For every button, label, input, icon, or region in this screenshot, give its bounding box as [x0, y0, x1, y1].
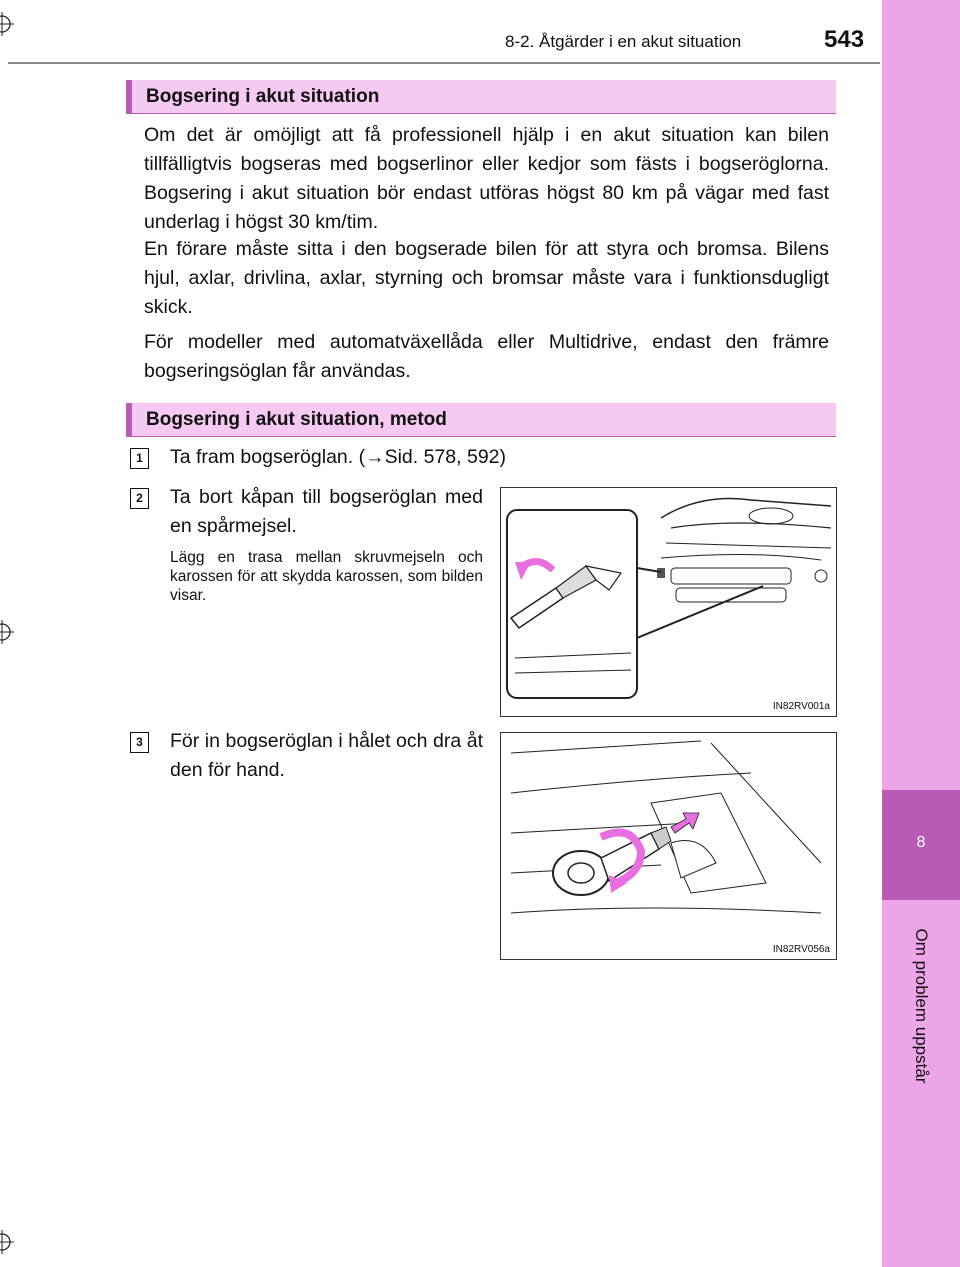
step-number-badge: 1	[130, 448, 149, 469]
step-note: Lägg en trasa mellan skruvmejseln och karossen för att skydda karossen, som bilden visar.	[170, 549, 483, 604]
step-text: Ta bort kåpan till bogseröglan med en spårmejsel.	[170, 486, 483, 537]
step-text: För in bogseröglan i hålet och dra åt den för hand.	[170, 730, 483, 781]
section-heading	[126, 80, 836, 114]
figure-remove-cover	[500, 487, 837, 717]
figure-code: IN82RV001a	[772, 701, 830, 712]
step-text: Ta fram bogseröglan. (→Sid. 578, 592)	[170, 446, 507, 468]
step-number-badge: 3	[130, 732, 149, 753]
chapter-number: 8	[916, 834, 926, 851]
body-paragraph: Om det är omöjligt att få professionell hjälp i en akut situation kan bilen tillfälligtvis bogseras med bogserlinor eller kedjor som fästs i bogseröglorna. Bogsering i akut situation bör endast utföras högst 80 km på vägar med fast underlag i högst 30 km/tim.	[144, 124, 829, 233]
page-number: 543	[824, 26, 865, 53]
figure-insert-towing-eye	[500, 732, 837, 960]
bumper-cover-illustration	[501, 488, 836, 716]
header-divider	[8, 62, 880, 64]
section-heading	[126, 403, 836, 437]
section-heading-text: Bogsering i akut situation, metod	[146, 409, 447, 430]
step-number-badge: 2	[130, 488, 149, 509]
body-paragraph: För modeller med automatväxellåda eller Multidrive, endast den främre bogseringsöglan får användas.	[144, 331, 829, 382]
section-heading-text: Bogsering i akut situation	[146, 86, 380, 107]
registration-mark-icon	[0, 12, 14, 36]
towing-eye-illustration	[501, 733, 836, 959]
figure-code: IN82RV056a	[772, 944, 830, 955]
running-header-title: 8-2. Åtgärder i en akut situation	[505, 32, 742, 51]
registration-mark-icon	[0, 620, 14, 644]
registration-mark-icon	[0, 1230, 14, 1254]
body-paragraph: En förare måste sitta i den bogserade bilen för att styra och bromsa. Bilens hjul, axlar, drivlina, axlar, styrning och bromsar måste vara i funktionsdugligt skick.	[144, 238, 829, 318]
chapter-label: Om problem uppstår	[912, 928, 931, 1084]
